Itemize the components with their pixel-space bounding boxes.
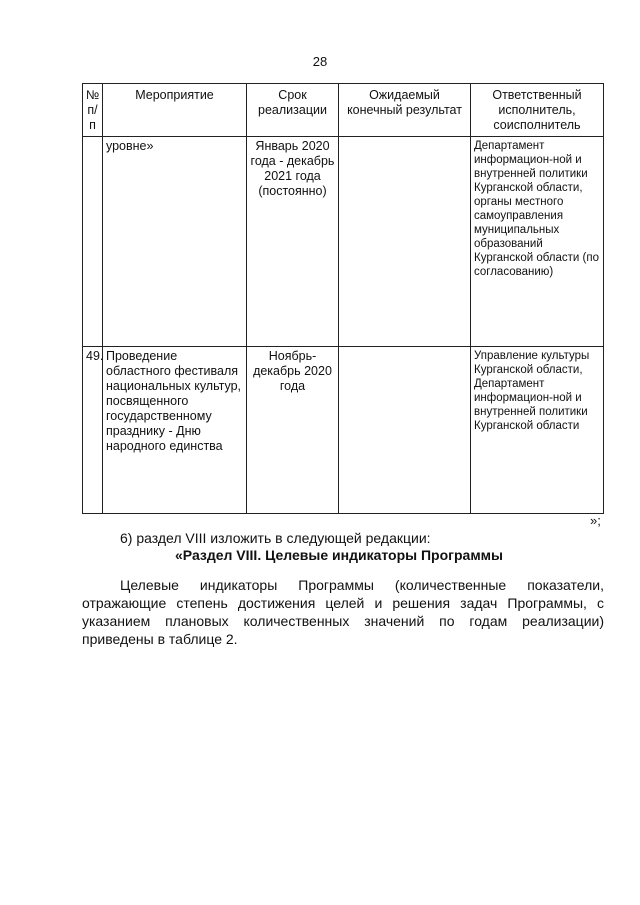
table-row	[83, 347, 604, 514]
cell-responsible: Управление культуры Курганской области, Департамент информацион-ной и внутренней политики Курганской области	[471, 347, 604, 514]
section-heading: «Раздел VIII. Целевые индикаторы Программы	[175, 547, 503, 563]
cell-term: Январь 2020 года - декабрь 2021 года (постоянно)	[247, 137, 339, 347]
cell-responsible: Департамент информацион-ной и внутренней политики Курганской области, органы местного самоуправления муниципальных образований Курганской области (по согласованию)	[471, 137, 604, 347]
cell-result	[339, 137, 471, 347]
page-number: 28	[312, 54, 328, 69]
cell-result	[339, 347, 471, 514]
cell-event: Проведение областного фестиваля национальных культур, посвященного государственному празднику - Дню народного единства	[103, 347, 247, 514]
header-event: Мероприятие	[103, 84, 247, 137]
amendment-text: 6) раздел VIII изложить в следующей редакции:	[120, 530, 431, 546]
header-result: Ожидаемый конечный результат	[339, 84, 471, 137]
closing-quote: »;	[590, 513, 601, 528]
cell-term: Ноябрь-декабрь 2020 года	[247, 347, 339, 514]
table-header-row	[83, 84, 604, 137]
header-responsible: Ответственный исполнитель, соисполнитель	[471, 84, 604, 137]
events-table	[82, 83, 604, 514]
cell-num: 49.	[83, 347, 103, 514]
header-num: № п/п	[83, 84, 103, 137]
cell-event: уровне»	[103, 137, 247, 347]
header-term: Срок реализации	[247, 84, 339, 137]
cell-num	[83, 137, 103, 347]
body-paragraph: Целевые индикаторы Программы (количественные показатели, отражающие степень достижения целей и решения задач Программы, с указанием плановых количественных значений по годам реализации) приведены в таблице 2.	[82, 577, 604, 647]
table-row	[83, 137, 604, 347]
